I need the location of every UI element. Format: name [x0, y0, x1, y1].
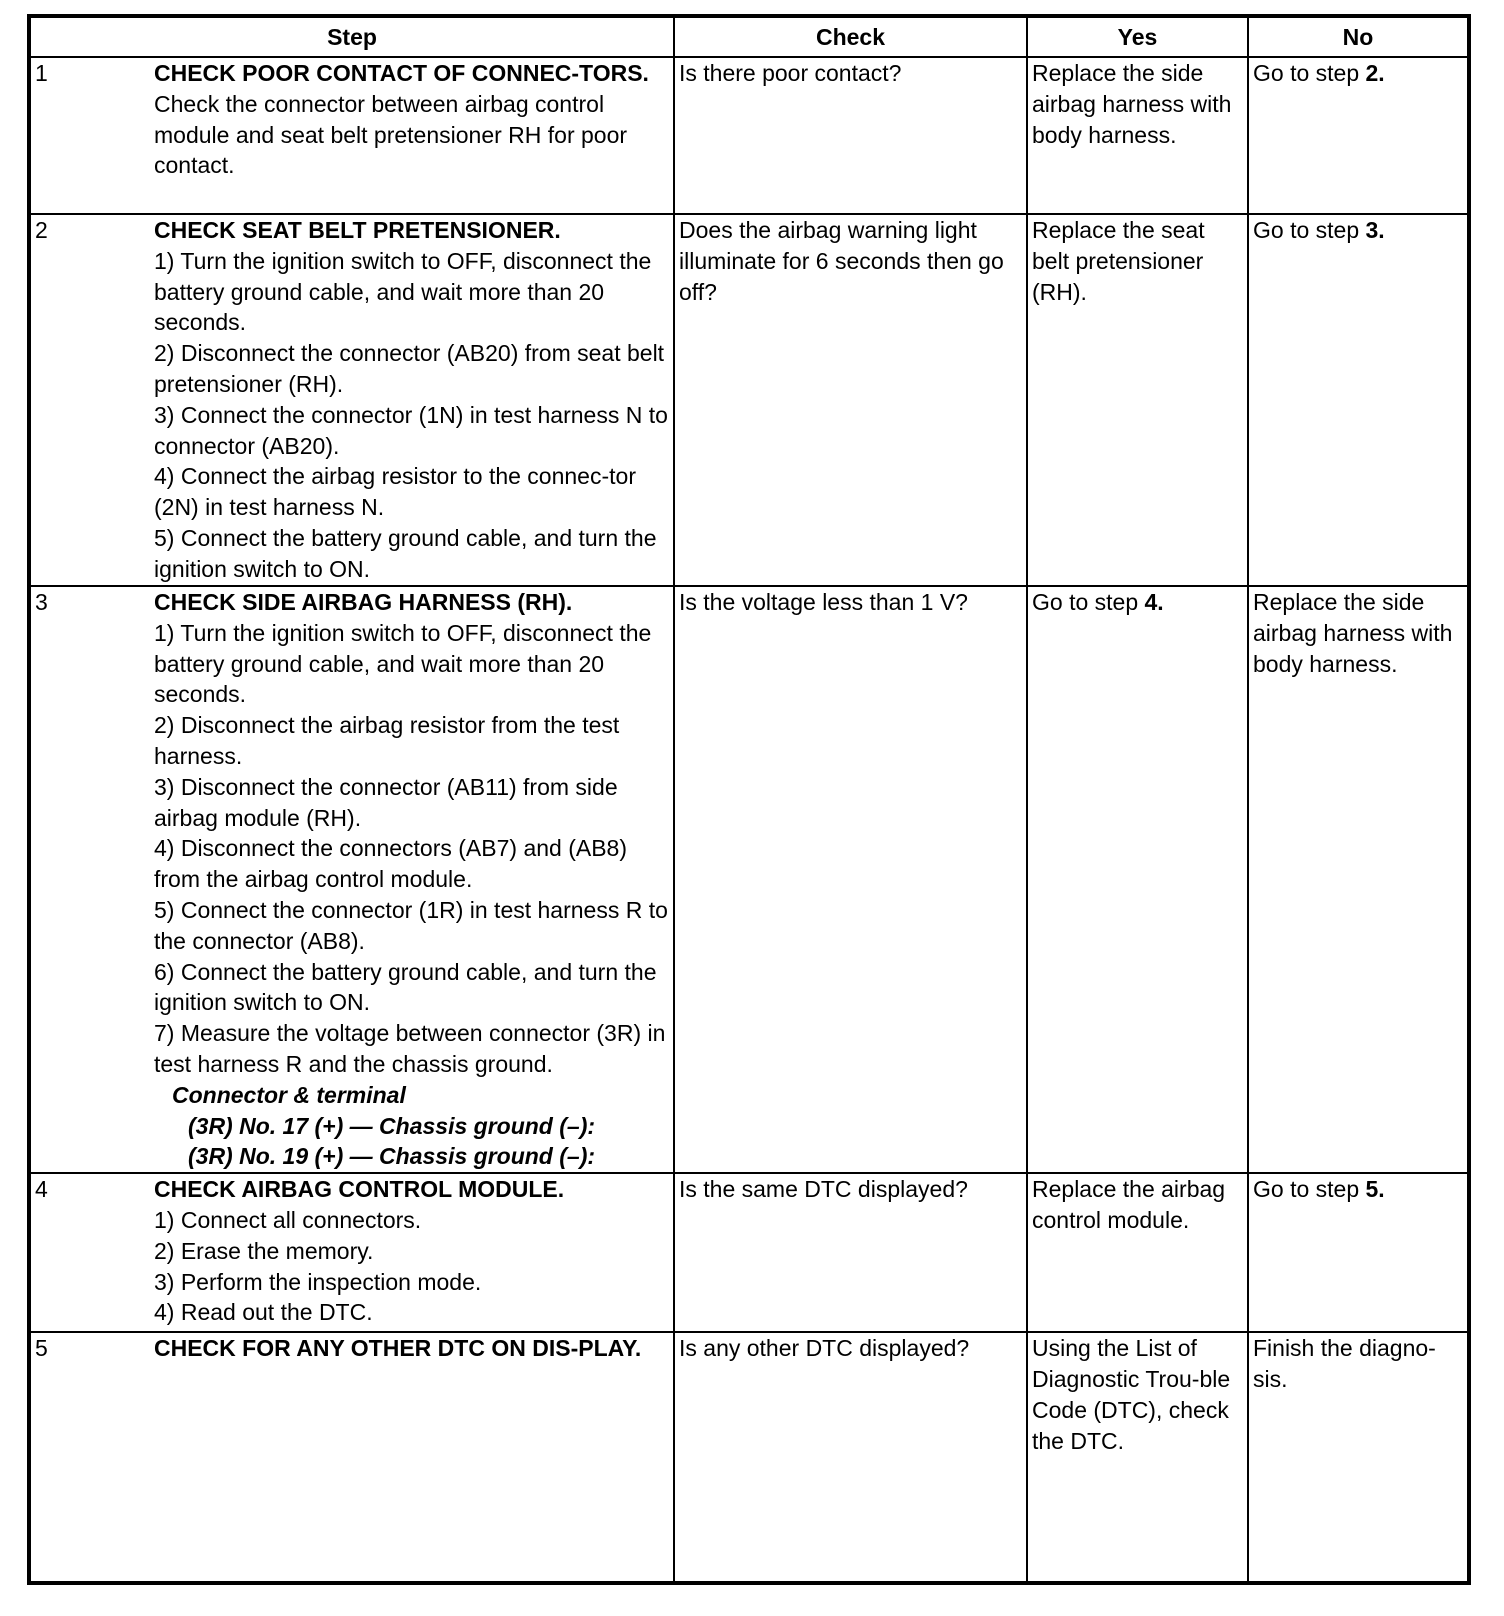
- check-cell: Does the airbag warning light illuminate for 6 seconds then go off?: [674, 214, 1027, 586]
- step-instruction: 5) Connect the connector (1R) in test harness R to the connector (AB8).: [154, 896, 668, 954]
- check-cell: Is any other DTC displayed?: [674, 1332, 1027, 1583]
- step-cell: [152, 1332, 674, 1583]
- step-number: 4: [29, 1173, 152, 1332]
- yes-cell: Replace the side airbag harness with body harness.: [1027, 57, 1248, 214]
- diagnostic-table: [27, 14, 1471, 1585]
- step-instruction: 4) Disconnect the connectors (AB7) and (AB8) from the airbag control module.: [154, 835, 628, 893]
- step-number: 3: [29, 586, 152, 1173]
- step-title: CHECK POOR CONTACT OF CONNEC-TORS.: [154, 60, 649, 86]
- step-instruction: 3) Perform the inspection mode.: [154, 1268, 482, 1295]
- yes-text: Go to step: [1032, 589, 1145, 615]
- header-yes: Yes: [1027, 16, 1248, 57]
- no-step-ref: 2.: [1365, 60, 1385, 86]
- header-step: Step: [29, 16, 674, 57]
- header-row: [29, 16, 1469, 57]
- step-instruction: 4) Read out the DTC.: [154, 1299, 373, 1326]
- no-text: Go to step: [1253, 60, 1366, 86]
- step-cell: [152, 586, 674, 1173]
- check-cell: Is there poor contact?: [674, 57, 1027, 214]
- table-row: [29, 214, 1469, 586]
- table-row: [29, 57, 1469, 214]
- table-row: [29, 1332, 1469, 1583]
- step-instruction: 4) Connect the airbag resistor to the connec-tor (2N) in test harness N.: [154, 463, 636, 521]
- header-check: Check: [674, 16, 1027, 57]
- step-instruction: 6) Connect the battery ground cable, and turn the ignition switch to ON.: [154, 958, 657, 1016]
- step-number: 1: [29, 57, 152, 214]
- step-instruction: 1) Connect all connectors.: [154, 1206, 422, 1233]
- step-number: 5: [29, 1332, 152, 1583]
- no-cell: Replace the side airbag harness with body harness.: [1248, 586, 1469, 1173]
- check-cell: Is the voltage less than 1 V?: [674, 586, 1027, 1173]
- step-instruction: Check the connector between airbag control module and seat belt pretensioner RH for poor contact.: [154, 90, 628, 179]
- no-cell: [1248, 214, 1469, 586]
- step-instruction: 3) Connect the connector (1N) in test harness N to connector (AB20).: [154, 401, 668, 459]
- no-step-ref: 3.: [1365, 217, 1385, 243]
- step-instruction: 5) Connect the battery ground cable, and turn the ignition switch to ON.: [154, 524, 657, 582]
- yes-cell: Replace the airbag control module.: [1027, 1173, 1248, 1332]
- yes-step-ref: 4.: [1144, 589, 1164, 615]
- connector-terminal: (3R) No. 19 (+) — Chassis ground (–):: [188, 1143, 596, 1170]
- step-instruction: 2) Disconnect the connector (AB20) from seat belt pretensioner (RH).: [154, 340, 665, 397]
- no-cell: Finish the diagno-sis.: [1248, 1332, 1469, 1583]
- step-title: CHECK SEAT BELT PRETENSIONER.: [154, 217, 561, 243]
- step-instruction: 1) Turn the ignition switch to OFF, disconnect the battery ground cable, and wait more than 20 seconds.: [154, 619, 652, 708]
- no-cell: [1248, 1173, 1469, 1332]
- no-step-ref: 5.: [1365, 1176, 1385, 1203]
- step-instruction: 1) Turn the ignition switch to OFF, disconnect the battery ground cable, and wait more than 20 seconds.: [154, 247, 652, 336]
- connector-label: Connector & terminal: [172, 1081, 406, 1108]
- step-instruction: 2) Disconnect the airbag resistor from the test harness.: [154, 712, 620, 769]
- step-instruction: 7) Measure the voltage between connector (3R) in test harness R and the chassis ground.: [154, 1020, 666, 1077]
- step-title: CHECK AIRBAG CONTROL MODULE.: [154, 1176, 565, 1203]
- no-text: Go to step: [1253, 1176, 1366, 1203]
- yes-cell: [1027, 586, 1248, 1173]
- connector-terminal: (3R) No. 17 (+) — Chassis ground (–):: [188, 1112, 596, 1139]
- step-cell: [152, 214, 674, 586]
- step-title: CHECK SIDE AIRBAG HARNESS (RH).: [154, 589, 573, 615]
- yes-cell: Using the List of Diagnostic Trou-ble Code (DTC), check the DTC.: [1027, 1332, 1248, 1583]
- step-cell: [152, 57, 674, 214]
- check-cell: Is the same DTC displayed?: [674, 1173, 1027, 1332]
- yes-cell: Replace the seat belt pretensioner (RH).: [1027, 214, 1248, 586]
- no-cell: [1248, 57, 1469, 214]
- step-title: CHECK FOR ANY OTHER DTC ON DIS-PLAY.: [154, 1335, 642, 1362]
- step-instruction: 3) Disconnect the connector (AB11) from side airbag module (RH).: [154, 773, 618, 831]
- table-row: [29, 1173, 1469, 1332]
- step-instruction: 2) Erase the memory.: [154, 1237, 374, 1264]
- table-row: [29, 586, 1469, 1173]
- header-no: No: [1248, 16, 1469, 57]
- step-number: 2: [29, 214, 152, 586]
- step-cell: [152, 1173, 674, 1332]
- no-text: Go to step: [1253, 217, 1366, 243]
